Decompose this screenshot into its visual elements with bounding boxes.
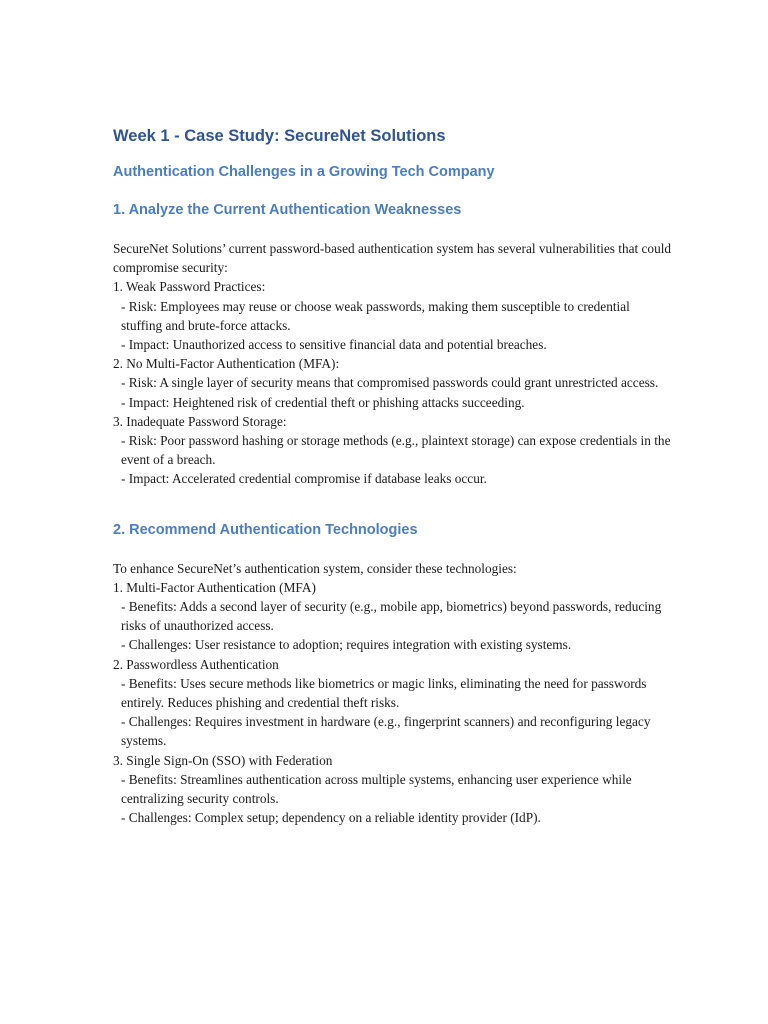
list-subitem: - Impact: Heightened risk of credential theft or phishing attacks succeeding. [121, 394, 525, 410]
list-subitem: - Challenges: Requires investment in hardware (e.g., fingerprint scanners) and reconfiguring legacy systems. [121, 714, 654, 749]
list-item: 2. No Multi-Factor Authentication (MFA): [113, 356, 340, 372]
section-body-weaknesses [113, 239, 673, 489]
list-subitem: - Challenges: Complex setup; dependency on a reliable identity provider (IdP). [121, 810, 541, 826]
paragraph-line: To enhance SecureNet’s authentication system, consider these technologies: [113, 560, 517, 576]
list-item: 1. Multi-Factor Authentication (MFA) [113, 579, 316, 595]
list-subitem: - Challenges: User resistance to adoption; requires integration with existing systems. [121, 637, 572, 653]
list-subitem: - Impact: Accelerated credential compromise if database leaks occur. [121, 471, 487, 487]
section-body-technologies [113, 559, 673, 828]
list-subitem: - Risk: Employees may reuse or choose weak passwords, making them susceptible to credential stuffing and brute-force attacks. [121, 298, 634, 333]
document-content [113, 124, 673, 827]
list-subitem: - Risk: A single layer of security means that compromised passwords could grant unrestricted access. [121, 375, 659, 391]
document-title: Week 1 - Case Study: SecureNet Solutions [113, 127, 446, 145]
section-heading-technologies: 2. Recommend Authentication Technologies [113, 521, 418, 538]
list-item: 3. Inadequate Password Storage: [113, 413, 287, 429]
document-subtitle: Authentication Challenges in a Growing Tech Company [113, 164, 495, 180]
list-item: 2. Passwordless Authentication [113, 656, 279, 672]
paragraph-line: SecureNet Solutions’ current password-based authentication system has several vulnerabilities that could compromise security: [113, 241, 675, 276]
list-subitem: - Impact: Unauthorized access to sensitive financial data and potential breaches. [121, 337, 547, 353]
list-subitem: - Risk: Poor password hashing or storage methods (e.g., plaintext storage) can expose credentials in the event of a breach. [121, 433, 674, 468]
list-item: 1. Weak Password Practices: [113, 279, 266, 295]
list-subitem: - Benefits: Streamlines authentication across multiple systems, enhancing user experience while centralizing security controls. [121, 771, 635, 807]
list-subitem: - Benefits: Adds a second layer of security (e.g., mobile app, biometrics) beyond passwords, reducing risks of unauthorized access. [121, 599, 665, 634]
section-heading-weaknesses: 1. Analyze the Current Authentication Weaknesses [113, 202, 462, 218]
list-subitem: - Benefits: Uses secure methods like biometrics or magic links, eliminating the need for passwords entirely. Reduces phishing and credential theft risks. [121, 675, 650, 711]
list-item: 3. Single Sign-On (SSO) with Federation [113, 752, 333, 768]
